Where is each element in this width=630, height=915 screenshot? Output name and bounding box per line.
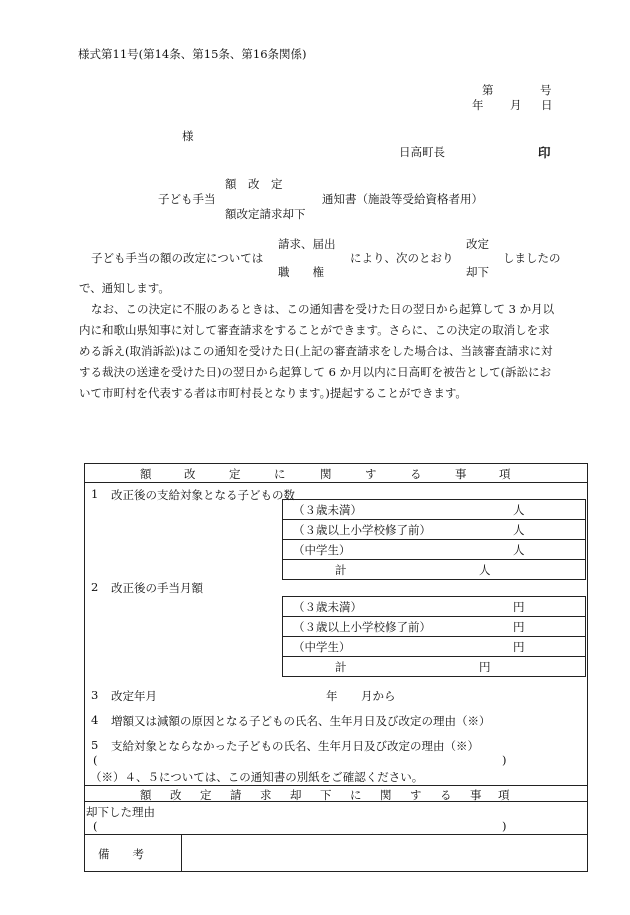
reject-paren-close: ) xyxy=(502,819,507,833)
row-unit: 人 xyxy=(513,543,525,557)
amount-row-primary xyxy=(283,617,585,637)
children-count-box xyxy=(282,499,586,580)
header2-char: す xyxy=(410,788,422,802)
item3-label: 改定年月 xyxy=(111,689,157,703)
table-remarks-divider xyxy=(84,834,588,835)
item5-paren-close: ) xyxy=(502,753,507,767)
body1-opt-bottom: 職 権 xyxy=(278,265,324,279)
item5-paren-open: ( xyxy=(93,753,98,767)
body2-line-5: いて市町村を代表する者は市町村長となります。)提起することができます。 xyxy=(79,386,467,400)
row-unit: 人 xyxy=(479,563,491,577)
amount-row-total xyxy=(283,657,585,676)
item2-label: 改正後の手当月額 xyxy=(111,581,203,595)
item4-num: 4 xyxy=(91,713,99,727)
addressee-sama: 様 xyxy=(182,129,194,143)
row-label: 計 xyxy=(335,563,347,577)
item5-label: 支給対象とならなかった子どもの氏名、生年月日及び改定の理由（※） xyxy=(111,739,479,753)
form-id: 様式第11号(第14条、第15条、第16条関係) xyxy=(78,47,307,61)
table-header1-divider xyxy=(84,482,588,483)
body1-mid: により、次のとおり xyxy=(350,251,454,265)
row-label: 計 xyxy=(335,660,347,674)
row-unit: 円 xyxy=(513,640,525,654)
issuer-name: 日高町長 xyxy=(399,145,445,159)
body2-line-2: 内に和歌山県知事に対して審査請求をすることができます。さらに、この決定の取消しを求 xyxy=(79,323,550,337)
date-nen: 年 xyxy=(472,98,484,112)
header2-char: 改 xyxy=(170,788,182,802)
amount-row-junior-high xyxy=(283,637,585,657)
row-label: （３歳以上小学校修了前） xyxy=(293,620,431,634)
row-unit: 人 xyxy=(513,523,525,537)
title-right: 通知書（施設等受給資格者用） xyxy=(322,192,483,206)
header2-char: 請 xyxy=(230,788,242,802)
seal-mark: 印 xyxy=(538,145,551,160)
remarks-label: 備 考 xyxy=(98,847,144,861)
header1-char: る xyxy=(410,467,422,481)
row-label: （３歳以上小学校修了前） xyxy=(293,523,431,537)
doc-no-go: 号 xyxy=(540,83,552,97)
row-label: （中学生） xyxy=(293,543,351,557)
row-unit: 円 xyxy=(513,600,525,614)
header1-char: 項 xyxy=(499,467,511,481)
item2-num: 2 xyxy=(91,580,99,594)
header2-char: に xyxy=(350,788,362,802)
item3-month-from: 月から xyxy=(361,689,396,703)
item5-num: 5 xyxy=(91,738,99,752)
item3-nen: 年 xyxy=(326,689,338,703)
table-section-divider xyxy=(84,785,588,786)
children-row-junior-high xyxy=(283,540,585,560)
children-row-under3 xyxy=(283,500,585,520)
date-hi: 日 xyxy=(541,98,553,112)
table-header2-divider xyxy=(84,801,588,802)
header2-char: 事 xyxy=(470,788,482,802)
reject-paren-open: ( xyxy=(93,819,98,833)
header1-char: に xyxy=(274,467,286,481)
reject-reason-label: 却下した理由 xyxy=(86,805,155,819)
title-bottom: 額改定請求却下 xyxy=(225,207,306,221)
date-tsuki: 月 xyxy=(510,98,522,112)
body1-opt2-top: 改定 xyxy=(466,237,489,251)
amount-row-under3 xyxy=(283,597,585,617)
header2-char: る xyxy=(440,788,452,802)
row-unit: 円 xyxy=(513,620,525,634)
children-row-total xyxy=(283,560,585,579)
header2-char: 関 xyxy=(380,788,392,802)
monthly-amount-box xyxy=(282,596,586,677)
title-left: 子ども手当 xyxy=(158,192,216,206)
item1-label: 改正後の支給対象となる子どもの数 xyxy=(111,488,295,502)
note-text: （※）４、５については、この通知書の別紙をご確認ください。 xyxy=(90,770,424,784)
item4-label: 増額又は減額の原因となる子どもの氏名、生年月日及び改定の理由（※） xyxy=(111,714,491,728)
header1-char: 改 xyxy=(184,467,196,481)
header1-char: 関 xyxy=(320,467,332,481)
header1-char: 額 xyxy=(140,467,152,481)
title-top: 額 改 定 xyxy=(225,177,283,191)
body2-line-3: める訴え(取消訴訟)はこの通知を受けた日(上記の審査請求をした場合は、当該審査請求に対 xyxy=(79,344,553,358)
header2-char: 求 xyxy=(260,788,272,802)
header2-char: 項 xyxy=(498,788,510,802)
row-unit: 人 xyxy=(513,503,525,517)
body2-line-1: なお、この決定に不服のあるときは、この通知書を受けた日の翌日から起算して 3 か月以 xyxy=(91,302,555,316)
header2-char: 却 xyxy=(290,788,302,802)
body1-lead: 子ども手当の額の改定については xyxy=(91,251,264,265)
header1-char: す xyxy=(365,467,377,481)
header2-char: 下 xyxy=(320,788,332,802)
doc-no-dai: 第 xyxy=(482,83,494,97)
item3-num: 3 xyxy=(91,688,99,702)
body2-line-4: する裁決の送達を受けた日)の翌日から起算して 6 か月以内に日高町を被告として(訴訟にお xyxy=(79,365,552,379)
body1-opt-top: 請求、届出 xyxy=(278,237,336,251)
remarks-divider xyxy=(181,834,182,872)
body1-tail: しましたの xyxy=(503,251,561,265)
row-unit: 円 xyxy=(479,660,491,674)
header2-char: 定 xyxy=(200,788,212,802)
row-label: （中学生） xyxy=(293,640,351,654)
item1-num: 1 xyxy=(91,487,99,501)
body1-line2: で、通知します。 xyxy=(79,281,170,295)
row-label: （３歳未満） xyxy=(293,600,362,614)
header1-char: 定 xyxy=(229,467,241,481)
body1-opt2-bottom: 却下 xyxy=(466,265,489,279)
row-label: （３歳未満） xyxy=(293,503,362,517)
header2-char: 額 xyxy=(140,788,152,802)
header1-char: 事 xyxy=(455,467,467,481)
children-row-primary xyxy=(283,520,585,540)
